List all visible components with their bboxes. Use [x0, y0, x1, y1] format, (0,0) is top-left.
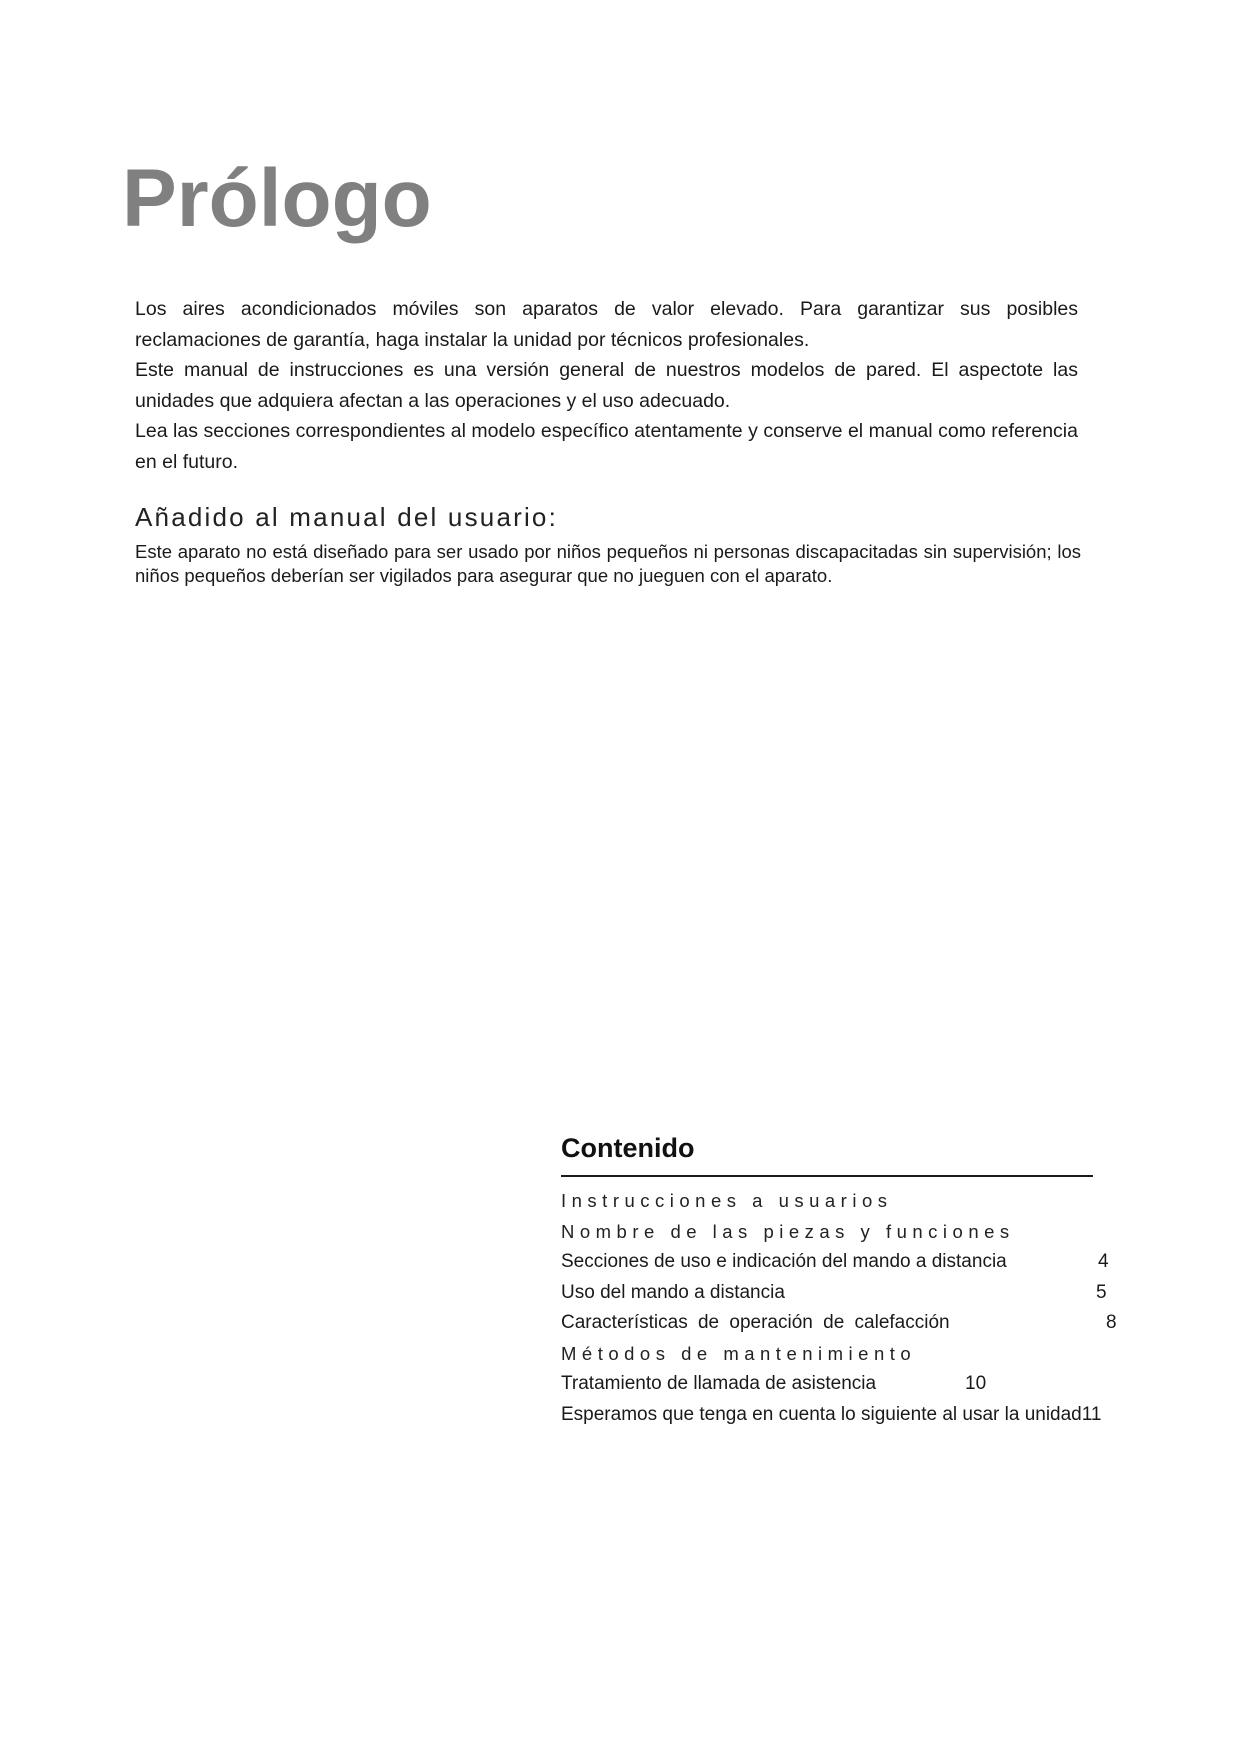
- toc-page-number: 5: [1096, 1281, 1107, 1303]
- toc-page-number: 11: [1081, 1403, 1102, 1425]
- toc-section-label: Nombre de las piezas y funciones: [561, 1220, 1015, 1242]
- intro-paragraph: Los aires acondicionados móviles son aparatos de valor elevado. Para garantizar sus posibles reclamaciones de garantía, haga instalar la unidad por técnicos profesionales.: [135, 298, 1078, 351]
- toc-section: [561, 1186, 1121, 1217]
- addendum-text: Este aparato no está diseñado para ser usado por niños pequeños ni personas discapacitadas sin supervisión; los niños pequeños deberían ser vigilados para asegurar que no jueguen con el aparato.: [135, 541, 1081, 586]
- toc-page-number: 10: [965, 1373, 987, 1394]
- toc-section-label: Métodos de mantenimiento: [561, 1342, 917, 1364]
- toc-entry: [561, 1278, 1121, 1309]
- intro-paragraph: Este manual de instrucciones es una versión general de nuestros modelos de pared. El aspectote las unidades que adquiera afectan a las operaciones y el uso adecuado.: [135, 359, 1078, 412]
- table-of-contents: [561, 1135, 1121, 1430]
- toc-entry-label: Secciones de uso e indicación del mando a distancia: [561, 1251, 1007, 1272]
- toc-entry-label: Tratamiento de llamada de asistencia: [561, 1373, 877, 1394]
- toc-section: [561, 1339, 1121, 1370]
- toc-entry: [561, 1369, 1121, 1400]
- toc-divider: [561, 1175, 1093, 1177]
- toc-section-label: Instrucciones a usuarios: [561, 1190, 893, 1211]
- addendum-heading: Añadido al manual del usuario:: [135, 502, 559, 532]
- intro-section: [135, 294, 1078, 477]
- toc-entry-label: Uso del mando a distancia: [561, 1281, 785, 1303]
- toc-list: [561, 1186, 1121, 1430]
- intro-paragraph: Lea las secciones correspondientes al modelo específico atentamente y conserve el manual como referencia en el futuro.: [135, 420, 1078, 473]
- toc-page-number: 8: [1106, 1312, 1117, 1333]
- toc-entry-label: Características de operación de calefacción: [561, 1312, 950, 1333]
- toc-entry-label: Esperamos que tenga en cuenta lo siguiente al usar la unidad: [561, 1403, 1082, 1425]
- toc-entry: [561, 1308, 1121, 1339]
- toc-title: Contenido: [561, 1133, 695, 1163]
- toc-entry: [561, 1247, 1121, 1278]
- toc-page-number: 4: [1098, 1251, 1109, 1272]
- toc-entry: [561, 1400, 1121, 1431]
- page-title: Prólogo: [122, 153, 432, 244]
- toc-section: [561, 1217, 1121, 1248]
